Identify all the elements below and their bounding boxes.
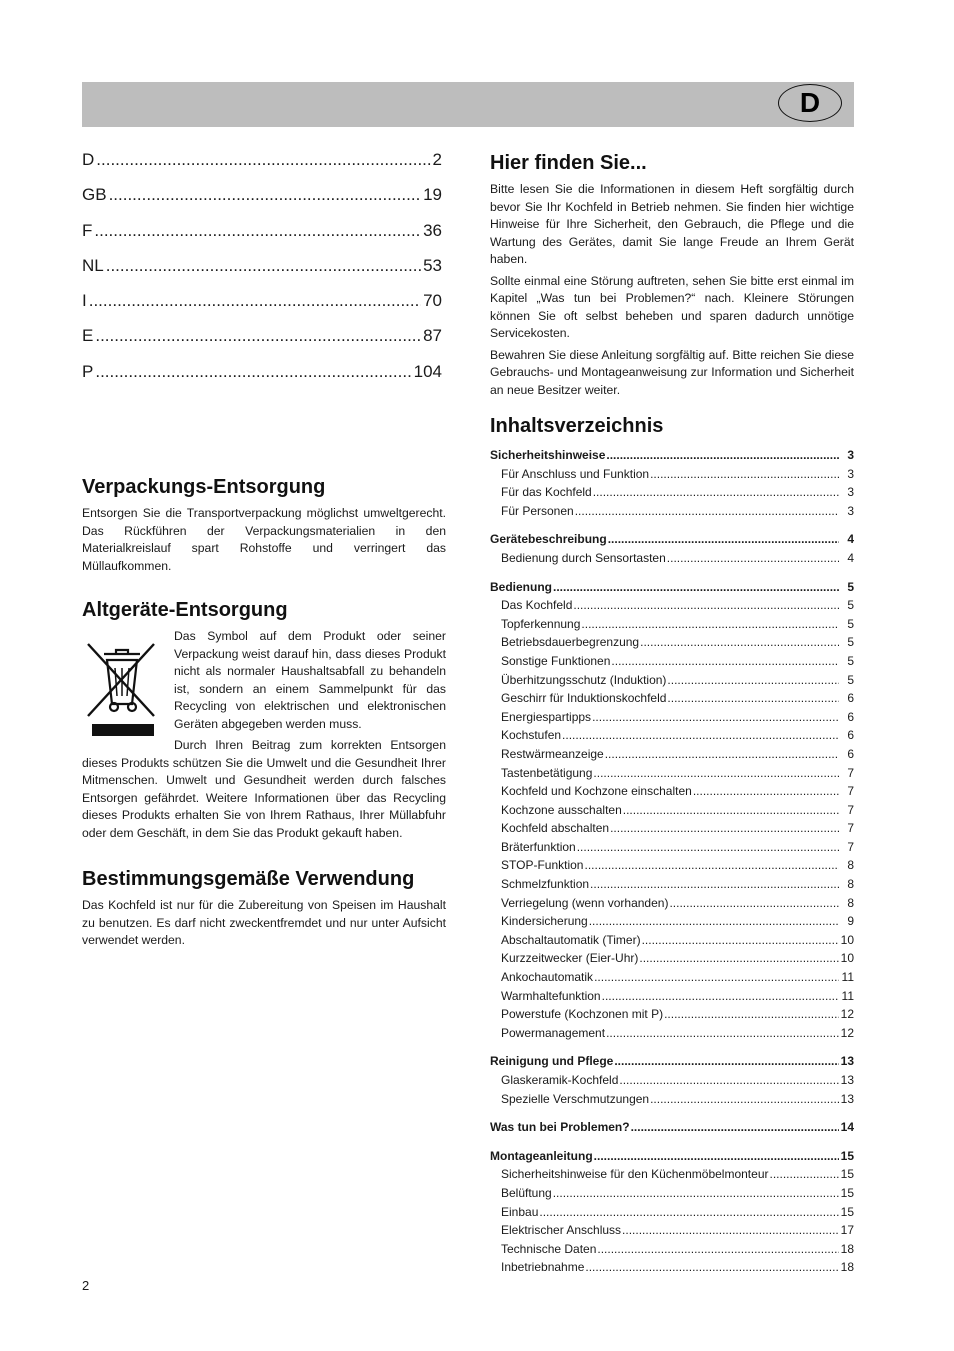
toc-heading-page: 5	[847, 579, 854, 594]
toc-item-page: 17	[840, 1223, 854, 1238]
leader-dots	[573, 598, 839, 612]
language-code: P	[82, 361, 94, 381]
toc-group	[490, 448, 854, 522]
leader-dots	[597, 1242, 839, 1256]
leader-dots	[95, 326, 421, 346]
toc-heading-row	[490, 532, 854, 551]
toc-item-row	[490, 858, 854, 877]
toc-item-row	[490, 485, 854, 504]
toc-item-row	[490, 933, 854, 952]
leader-dots	[584, 858, 839, 872]
toc-item-page: 9	[847, 914, 854, 929]
intro-paragraph-2: Sollte einmal eine Störung auftreten, sehen Sie bitte erst einmal im Kapitel „Was tun bei Problemen?“ nach. Kleinere Störungen können Sie oft selbst beheben und sparen dadurch unnötige Servicekosten.	[490, 273, 854, 340]
language-code: F	[82, 220, 93, 240]
intro-title: Hier finden Sie...	[490, 152, 647, 174]
toc-item-page: 8	[847, 877, 854, 892]
leader-dots	[553, 580, 839, 594]
toc-item-row	[490, 877, 854, 896]
leader-dots	[669, 896, 839, 910]
toc-item-row	[490, 784, 854, 803]
toc-item-page: 7	[847, 821, 854, 836]
toc-item-row	[490, 673, 854, 692]
leader-dots	[608, 532, 839, 546]
toc-item-title: Ankochautomatik	[501, 970, 594, 985]
toc-item-page: 18	[840, 1241, 854, 1256]
language-page: 104	[413, 361, 442, 381]
toc-item-row	[490, 635, 854, 654]
toc-item-page: 8	[847, 858, 854, 873]
language-page: 87	[423, 326, 442, 346]
toc-item-title: Spezielle Verschmutzungen	[501, 1091, 650, 1106]
toc-item-title: Bedienung durch Sensortasten	[501, 550, 666, 565]
leader-dots	[693, 784, 839, 798]
toc-group	[490, 580, 854, 1045]
leader-dots	[605, 747, 839, 761]
page-number: 2	[82, 1278, 90, 1293]
toc-item-page: 5	[847, 616, 854, 631]
toc-item-title: Für das Kochfeld	[501, 485, 592, 500]
toc-item-title: Bräterfunktion	[501, 839, 576, 854]
toc-item-title: Geschirr für Induktionskochfeld	[501, 691, 667, 706]
packaging-disposal-text: Entsorgen Sie die Transportverpackung möglichst umweltgerecht. Das Rückführen der Verpackungsmaterialien in den Materialkreislauf spart Rohstoffe und verringert das Müllaufkommen.	[82, 506, 446, 573]
toc-heading-title: Montageanleitung	[490, 1148, 593, 1163]
language-page: 70	[423, 291, 442, 311]
leader-dots	[109, 185, 422, 205]
toc-group	[490, 1120, 854, 1139]
language-code: NL	[82, 255, 104, 275]
leader-dots	[667, 691, 839, 705]
toc-item-title: Verriegelung (wenn vorhanden)	[501, 895, 669, 910]
toc-item-title: Inbetriebnahme	[501, 1260, 585, 1275]
toc-item-row	[490, 747, 854, 766]
leader-dots	[589, 914, 839, 928]
toc-item-title: Einbau	[501, 1204, 539, 1219]
leader-dots	[539, 1205, 839, 1219]
leader-dots	[592, 710, 839, 724]
toc-heading-page: 3	[847, 448, 854, 462]
language-index-row	[82, 362, 442, 397]
toc-item-title: Kindersicherung	[501, 914, 588, 929]
toc-item-page: 15	[840, 1167, 854, 1182]
language-page: 53	[423, 255, 442, 275]
toc-item-page: 13	[840, 1091, 854, 1106]
leader-dots	[631, 1120, 839, 1134]
toc-item-page: 5	[847, 635, 854, 650]
language-index	[82, 150, 442, 397]
packaging-disposal-title: Verpackungs-Entsorgung	[82, 476, 326, 498]
intro-paragraph-1: Bitte lesen Sie die Informationen in diesem Heft sorgfältig durch bevor Sie Ihr Kochfeld in Betrieb nehmen. Sie finden hier wichtige Hinweise für Ihre Sicherheit, den Gebrauch, die Pflege und die Wartung des Gerätes, damit Sie lange Freude an Ihrem Gerät haben.	[490, 182, 854, 266]
toc-item-page: 15	[840, 1204, 854, 1219]
toc-item-title: Betriebsdauerbegrenzung	[501, 635, 640, 650]
toc-item-title: STOP-Funktion	[501, 858, 584, 873]
toc-item-page: 4	[847, 550, 854, 565]
old-device-disposal-text-2: Durch Ihren Beitrag zum korrekten Entsorgen dieses Produkts schützen Sie die Umwelt und die Gesundheit Ihrer Mitmenschen. Umwelt und Gesundheit werden durch falsches Entsorgen gefährdet. Weitere Informationen über das Recycling dieses Produkts erhalten Sie von Ihrem Rathaus, Ihrer Müllabfuhr oder dem Geschäft, in dem Sie das Produkt gekauft haben.	[82, 738, 446, 840]
leader-dots	[562, 728, 839, 742]
toc-item-row	[490, 691, 854, 710]
toc-item-title: Für Personen	[501, 503, 574, 518]
leader-dots	[590, 877, 839, 891]
intended-use-section	[82, 868, 446, 950]
language-page: 2	[432, 150, 442, 169]
toc-item-row	[490, 989, 854, 1008]
leader-dots	[96, 150, 430, 170]
toc-item-title: Belüftung	[501, 1185, 552, 1200]
toc-item-title: Überhitzungsschutz (Induktion)	[501, 672, 667, 687]
toc-group	[490, 1149, 854, 1279]
language-index-row	[82, 221, 442, 256]
leader-dots	[575, 504, 839, 518]
toc-item-title: Glaskeramik-Kochfeld	[501, 1073, 619, 1087]
leader-dots	[639, 951, 839, 965]
right-column	[490, 152, 854, 1289]
language-page: 19	[423, 185, 442, 205]
toc-item-page: 10	[840, 932, 854, 947]
leader-dots	[593, 485, 839, 499]
leader-dots	[664, 1007, 839, 1021]
toc-item-row	[490, 1092, 854, 1111]
toc-item-page: 12	[840, 1007, 854, 1022]
toc-item-title: Kochfeld abschalten	[501, 821, 610, 836]
toc-item-row	[490, 728, 854, 747]
toc-item-title: Kochzone ausschalten	[501, 802, 622, 817]
toc-item-title: Restwärmeanzeige	[501, 746, 604, 761]
leader-dots	[610, 821, 839, 835]
leader-dots	[585, 1260, 839, 1274]
leader-dots	[602, 989, 839, 1003]
toc-item-page: 5	[847, 672, 854, 687]
toc-item-page: 7	[847, 839, 854, 854]
language-index-row	[82, 150, 442, 185]
language-code: D	[82, 150, 95, 169]
packaging-disposal-section	[82, 476, 446, 575]
language-code: GB	[82, 185, 107, 205]
toc-item-row	[490, 970, 854, 989]
toc-item-title: Warmhaltefunktion	[501, 988, 601, 1003]
toc-item-page: 5	[847, 653, 854, 668]
old-device-disposal-title: Altgeräte-Entsorgung	[82, 599, 288, 621]
toc-item-row	[490, 710, 854, 729]
toc-heading-row	[490, 1149, 854, 1168]
toc-item-page: 11	[841, 988, 854, 1003]
leader-dots	[577, 840, 839, 854]
toc-item-row	[490, 951, 854, 970]
weee-crossed-bin-icon	[82, 632, 162, 742]
language-page: 36	[423, 220, 442, 240]
leader-dots	[606, 448, 839, 462]
leader-dots	[667, 673, 839, 687]
toc-item-page: 13	[840, 1073, 854, 1087]
toc-item-title: Technische Daten	[501, 1241, 597, 1256]
toc-heading-page: 15	[840, 1148, 854, 1163]
toc-item-page: 10	[840, 951, 854, 966]
intro-paragraph-3: Bewahren Sie diese Anleitung sorgfältig auf. Bitte reichen Sie diese Gebrauchs- und Montageanweisung zur Information und Sicherheit an neue Besitzer weiter.	[490, 347, 854, 397]
toc-item-page: 12	[840, 1025, 854, 1040]
old-device-disposal-section	[82, 599, 446, 842]
leader-dots	[622, 1223, 839, 1237]
toc-item-title: Powerstufe (Kochzonen mit P)	[501, 1007, 664, 1022]
toc-item-page: 6	[847, 691, 854, 706]
toc-heading-row	[490, 1120, 854, 1139]
toc-item-page: 7	[847, 765, 854, 780]
toc-item-title: Powermanagement	[501, 1025, 606, 1040]
language-badge: D	[778, 84, 842, 122]
toc-item-page: 11	[841, 970, 854, 985]
toc-item-page: 3	[847, 485, 854, 500]
old-device-disposal-text-1: Das Symbol auf dem Produkt oder seiner Verpackung weist darauf hin, dass dieses Produkt nicht als normaler Haushaltsabfall zu behandeln ist, sondern an einem Sammelpunkt für das Recycling von elektrischen und elektronischen Geräten abgegeben werden muss.	[174, 629, 446, 731]
toc-item-row	[490, 821, 854, 840]
toc-item-row	[490, 467, 854, 486]
toc-heading-page: 14	[840, 1120, 854, 1135]
toc-group	[490, 532, 854, 569]
toc-item-row	[490, 1223, 854, 1242]
language-index-row	[82, 185, 442, 220]
leader-dots	[623, 803, 839, 817]
toc-heading-row	[490, 1054, 854, 1073]
toc-item-title: Sonstige Funktionen	[501, 653, 611, 668]
toc-item-row	[490, 914, 854, 933]
language-code: I	[82, 291, 87, 311]
leader-dots	[642, 933, 839, 947]
toc-heading-page: 13	[840, 1054, 854, 1069]
toc-item-title: Sicherheitshinweise für den Küchenmöbelmonteur	[501, 1167, 769, 1182]
toc-item-page: 18	[840, 1260, 854, 1275]
toc-item-title: Kurzzeitwecker (Eier-Uhr)	[501, 951, 639, 966]
toc-item-page: 7	[847, 802, 854, 817]
toc-item-row	[490, 551, 854, 570]
toc-heading-page: 4	[847, 532, 854, 547]
toc-heading-title: Was tun bei Problemen?	[490, 1120, 630, 1135]
language-index-row	[82, 326, 442, 361]
intended-use-title: Bestimmungsgemäße Verwendung	[82, 868, 415, 890]
leader-dots	[619, 1073, 839, 1087]
toc-item-title: Schmelzfunktion	[501, 877, 590, 892]
leader-dots	[594, 1149, 839, 1163]
toc-item-page: 5	[847, 598, 854, 613]
leader-dots	[94, 221, 421, 241]
toc-item-page: 8	[847, 895, 854, 910]
toc-item-row	[490, 1007, 854, 1026]
toc-item-row	[490, 617, 854, 636]
toc-item-page: 3	[847, 466, 854, 481]
leader-dots	[640, 635, 839, 649]
toc-item-row	[490, 1260, 854, 1279]
toc-item-row	[490, 896, 854, 915]
toc-item-page: 15	[840, 1185, 854, 1200]
toc-heading-title: Gerätebeschreibung	[490, 532, 607, 547]
toc-item-row	[490, 598, 854, 617]
toc-item-title: Für Anschluss und Funktion	[501, 466, 650, 481]
leader-dots	[593, 766, 839, 780]
toc-heading-title: Sicherheitshinweise	[490, 448, 606, 462]
leader-dots	[606, 1026, 839, 1040]
toc-item-row	[490, 1073, 854, 1092]
toc-title: Inhaltsverzeichnis	[490, 415, 664, 437]
language-index-row	[82, 291, 442, 326]
left-column	[82, 476, 446, 954]
toc-item-row	[490, 504, 854, 523]
toc-item-row	[490, 766, 854, 785]
toc-heading-row	[490, 580, 854, 599]
toc-group	[490, 1054, 854, 1110]
leader-dots	[553, 1186, 839, 1200]
leader-dots	[611, 654, 839, 668]
header-bar	[82, 82, 854, 127]
toc-item-title: Kochfeld und Kochzone einschalten	[501, 784, 692, 799]
toc-item-row	[490, 654, 854, 673]
toc-item-page: 7	[847, 784, 854, 799]
table-of-contents	[490, 448, 854, 1279]
language-index-row	[82, 256, 442, 291]
leader-dots	[95, 362, 411, 382]
intended-use-text: Das Kochfeld ist nur für die Zubereitung von Speisen im Haushalt zu benutzen. Es darf nicht zweckentfremdet und nur unter Aufsicht verwendet werden.	[82, 898, 446, 947]
toc-item-row	[490, 1167, 854, 1186]
leader-dots	[614, 1054, 839, 1068]
toc-item-row	[490, 840, 854, 859]
toc-item-title: Elektrischer Anschluss	[501, 1223, 622, 1238]
toc-item-page: 3	[847, 503, 854, 518]
toc-heading-title: Bedienung	[490, 579, 552, 594]
toc-heading-row	[490, 448, 854, 467]
leader-dots	[667, 551, 839, 565]
leader-dots	[106, 256, 421, 276]
toc-item-page: 6	[847, 709, 854, 724]
toc-item-row	[490, 1186, 854, 1205]
leader-dots	[650, 1092, 839, 1106]
leader-dots	[594, 970, 839, 984]
intro-section	[490, 152, 854, 399]
toc-item-row	[490, 1026, 854, 1045]
toc-item-page: 6	[847, 728, 854, 743]
leader-dots	[581, 617, 839, 631]
leader-dots	[650, 467, 839, 481]
leader-dots	[770, 1167, 840, 1181]
leader-dots	[89, 291, 421, 311]
language-code: E	[82, 326, 94, 346]
toc-item-title: Das Kochfeld	[501, 598, 573, 613]
toc-item-row	[490, 1205, 854, 1224]
toc-heading-title: Reinigung und Pflege	[490, 1054, 614, 1069]
toc-item-title: Kochstufen	[501, 728, 562, 743]
toc-item-title: Energiespartipps	[501, 709, 592, 724]
toc-item-row	[490, 803, 854, 822]
toc-item-title: Abschaltautomatik (Timer)	[501, 932, 641, 947]
toc-item-title: Topferkennung	[501, 616, 581, 631]
toc-item-row	[490, 1242, 854, 1261]
toc-item-title: Tastenbetätigung	[501, 765, 593, 780]
toc-item-page: 6	[847, 746, 854, 761]
